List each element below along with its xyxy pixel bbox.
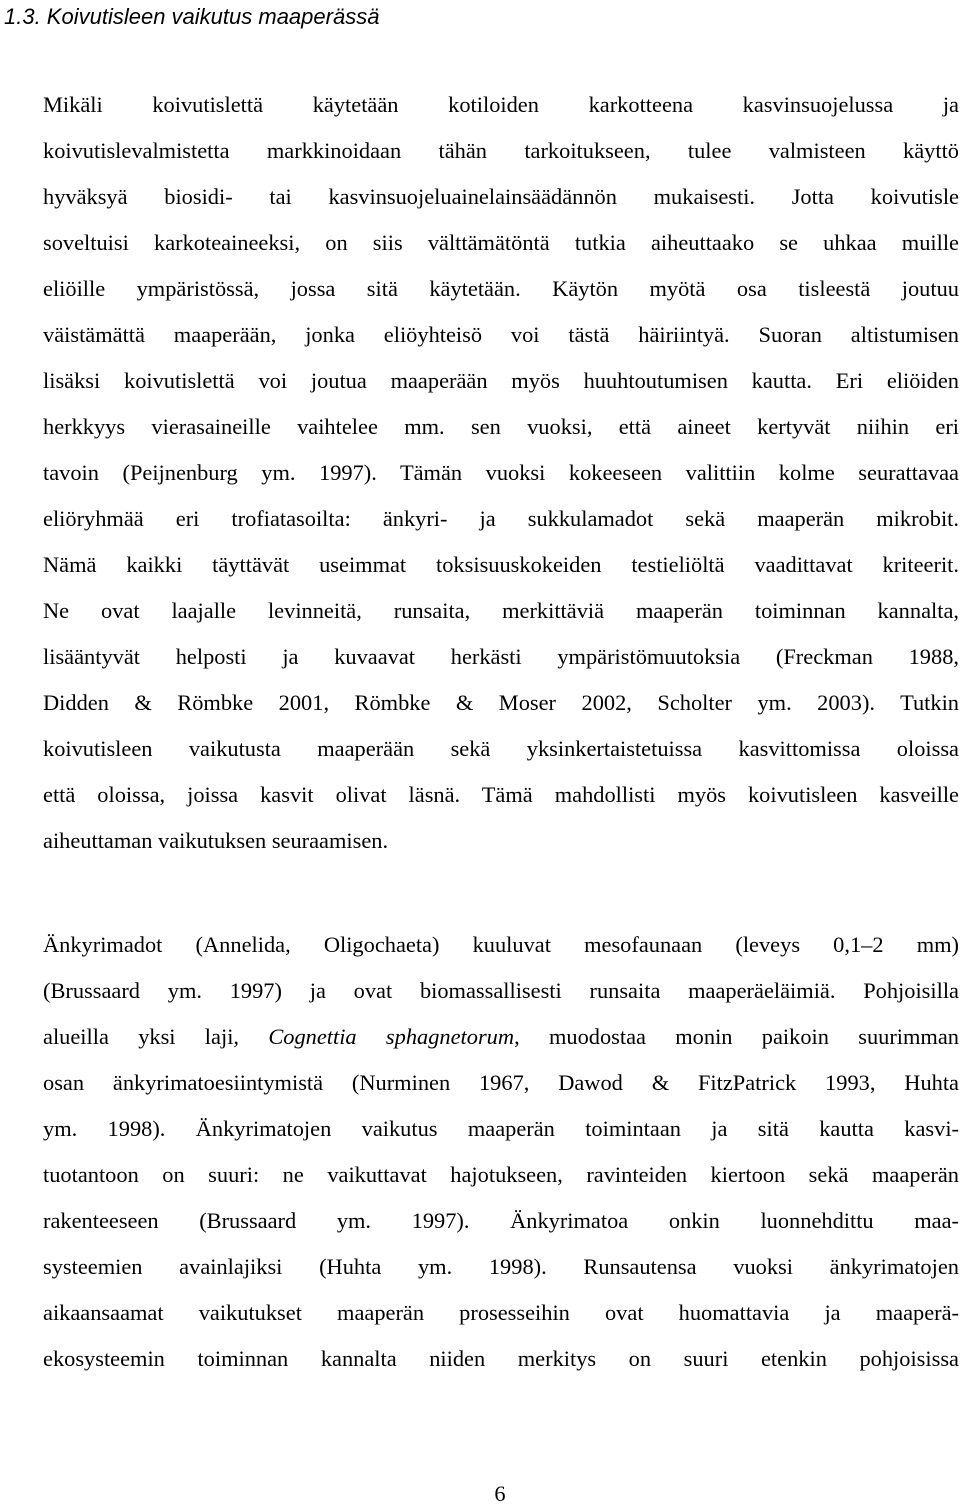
paragraph-line: väistämättä maaperään, jonka eliöyhteisö voi tästä häiriintyä. Suoran altistumisen — [43, 322, 959, 347]
paragraph-line: koivutisleen vaikutusta maaperään sekä yksinkertaistetuissa kasvittomissa oloissa — [43, 736, 959, 761]
paragraph-line: ekosysteemin toiminnan kannalta niiden merkitys on suuri etenkin pohjoisissa — [43, 1346, 959, 1371]
section-heading: 1.3. Koivutisleen vaikutus maaperässä — [4, 4, 380, 29]
paragraph-line: Ne ovat laajalle levinneitä, runsaita, merkittäviä maaperän toiminnan kannalta, — [43, 598, 959, 623]
paragraph-line: hyväksyä biosidi- tai kasvinsuojeluainelainsäädännön mukaisesti. Jotta koivutisle — [43, 184, 959, 209]
paragraph-line: että oloissa, joissa kasvit olivat läsnä. Tämä mahdollisti myös koivutisleen kasveille — [43, 782, 959, 807]
paragraph-line: ym. 1998). Änkyrimatojen vaikutus maaperän toimintaan ja sitä kautta kasvi- — [43, 1116, 959, 1141]
paragraph-line — [43, 1014, 959, 1060]
paragraph-line: koivutislevalmistetta markkinoidaan tähän tarkoitukseen, tulee valmisteen käyttö — [43, 138, 959, 163]
paragraph-line: Änkyrimadot (Annelida, Oligochaeta) kuuluvat mesofaunaan (leveys 0,1–2 mm) — [43, 932, 959, 957]
page-number: 6 — [494, 1481, 506, 1506]
paragraph-line: Didden & Römbke 2001, Römbke & Moser 2002, Scholter ym. 2003). Tutkin — [43, 690, 959, 715]
paragraph-line: aiheuttaman vaikutuksen seuraamisen. — [43, 828, 389, 853]
line-text: alueilla yksi laji, — [43, 1024, 269, 1049]
paragraph-line: Mikäli koivutislettä käytetään kotiloiden karkotteena kasvinsuojelussa ja — [43, 92, 959, 117]
paragraph-line: tavoin (Peijnenburg ym. 1997). Tämän vuoksi kokeeseen valittiin kolme seurattavaa — [43, 460, 959, 485]
paragraph-line: soveltuisi karkoteaineeksi, on siis välttämätöntä tutkia aiheuttaako se uhkaa muille — [43, 230, 959, 255]
paragraph-intro — [43, 82, 959, 864]
paragraph-line: lisääntyvät helposti ja kuvaavat herkästi ympäristömuutoksia (Freckman 1988, — [43, 644, 959, 669]
paragraph-line: (Brussaard ym. 1997) ja ovat biomassallisesti runsaita maaperäeläimiä. Pohjoisilla — [43, 978, 959, 1003]
paragraph-enchytraeids — [43, 922, 959, 1382]
species-name: Cognettia sphagnetorum — [268, 1024, 515, 1049]
paragraph-line: rakenteeseen (Brussaard ym. 1997). Änkyrimatoa onkin luonnehdittu maa- — [43, 1208, 959, 1233]
line-text: , muodostaa monin paikoin suurimman — [514, 1024, 959, 1049]
paragraph-line: aikaansaamat vaikutukset maaperän prosesseihin ovat huomattavia ja maaperä- — [43, 1300, 959, 1325]
paragraph-line: eliöille ympäristössä, jossa sitä käytetään. Käytön myötä osa tisleestä joutuu — [43, 276, 959, 301]
paragraph-line: eliöryhmää eri trofiatasoilta: änkyri- ja sukkulamadot sekä maaperän mikrobit. — [43, 506, 959, 531]
paragraph-line: systeemien avainlajiksi (Huhta ym. 1998). Runsautensa vuoksi änkyrimatojen — [43, 1254, 959, 1279]
paragraph-line: Nämä kaikki täyttävät useimmat toksisuuskokeiden testieliöltä vaadittavat kriteerit. — [43, 552, 959, 577]
paragraph-line: osan änkyrimatoesiintymistä (Nurminen 1967, Dawod & FitzPatrick 1993, Huhta — [43, 1070, 959, 1095]
paragraph-line: herkkyys vierasaineille vaihtelee mm. sen vuoksi, että aineet kertyvät niihin eri — [43, 414, 959, 439]
paragraph-line: tuotantoon on suuri: ne vaikuttavat hajotukseen, ravinteiden kiertoon sekä maaperän — [43, 1162, 959, 1187]
paragraph-line: lisäksi koivutislettä voi joutua maaperään myös huuhtoutumisen kautta. Eri eliöiden — [43, 368, 959, 393]
